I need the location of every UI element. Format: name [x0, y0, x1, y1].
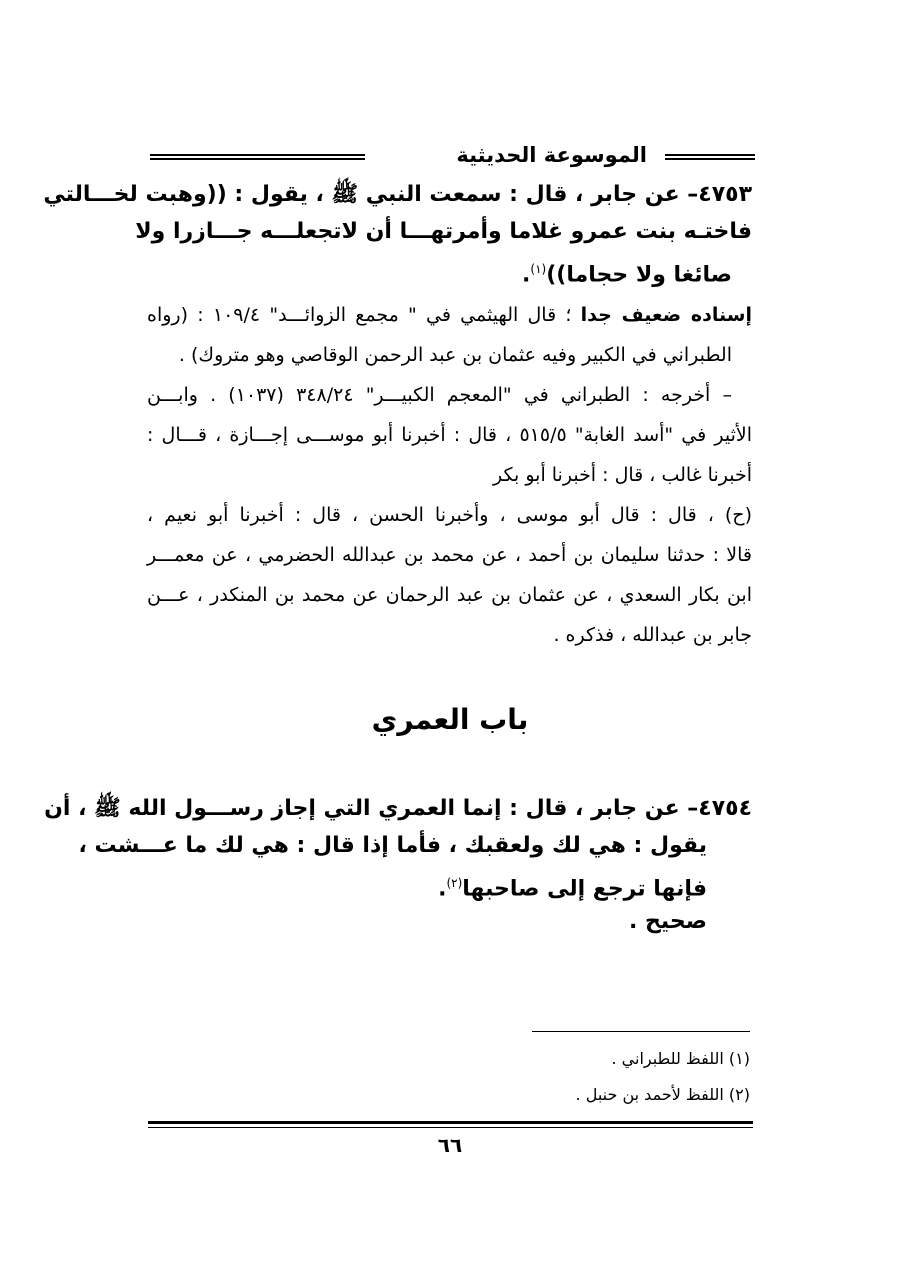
chapter-title: باب العمري	[371, 703, 529, 736]
hadith-4753-line-2: فاختـه بنت عمرو غلاما وأمرتهـــا أن لاتجعلـــه جـــازرا ولا	[135, 219, 752, 244]
header-rule-right	[665, 154, 755, 160]
footnote-ref-2: (٢)	[446, 876, 463, 890]
grade-weak: إسناده ضعيف جدا	[580, 304, 752, 326]
takhrij-line-3: – أخرجه : الطبراني في "المعجم الكبيـــر" ٣٤٨/٢٤ (١٠٣٧) . وابـــن	[147, 384, 732, 406]
hadith-4754-line-1: ٤٧٥٤– عن جابر ، قال : إنما العمري التي إجاز رســـول الله ﷺ ، أن	[44, 796, 752, 821]
footnote-2: (٢) اللفظ لأحمد بن حنبل .	[575, 1085, 750, 1104]
footnote-separator	[532, 1031, 750, 1032]
page-number: ٦٦	[437, 1133, 463, 1157]
header-title: الموسوعة الحديثية	[446, 140, 657, 170]
hadith-4753-line-1: ٤٧٥٣– عن جابر ، قال : سمعت النبي ﷺ ، يقول : ((وهبت لخـــالتي	[43, 182, 752, 207]
hadith-4753-line-3-text: صائغا ولا حجاما))	[546, 262, 732, 288]
takhrij-line-1	[147, 298, 752, 332]
footnote-ref-1: (١)	[530, 262, 547, 276]
footnote-1: (١) اللفظ للطبراني .	[611, 1049, 750, 1068]
takhrij-block	[147, 298, 752, 658]
takhrij-line-6: (ح) ، قال : قال أبو موسى ، وأخبرنا الحسن ، قال : أخبرنا أبو نعيم ،	[147, 504, 752, 526]
hadith-4753	[43, 178, 752, 288]
takhrij-line-9: جابر بن عبدالله ، فذكره .	[553, 624, 752, 646]
bottom-rule	[148, 1121, 753, 1128]
takhrij-line-7: قالا : حدثنا سليمان بن أحمد ، عن محمد بن عبدالله الحضرمي ، عن معمـــر	[147, 544, 752, 566]
header-rule-left	[150, 154, 365, 160]
takhrij-line-1-rest: ؛ قال الهيثمي في " مجمع الزوائـــد" ١٠٩/٤ : (رواه	[147, 304, 581, 326]
takhrij-line-5: أخبرنا غالب ، قال : أخبرنا أبو بكر	[493, 464, 752, 486]
hadith-4754	[44, 792, 752, 942]
hadith-4754-end: .	[438, 876, 447, 902]
running-header	[150, 140, 755, 172]
hadith-4753-end: .	[522, 262, 531, 288]
hadith-4753-line-3	[522, 252, 732, 286]
takhrij-line-2: الطبراني في الكبير وفيه عثمان بن عبد الرحمن الوقاصي وهو متروك) .	[178, 344, 732, 366]
hadith-4754-line-3	[438, 866, 707, 900]
hadith-4754-line-2: يقول : هي لك ولعقبك ، فأما إذا قال : هي لك ما عـــشت ،	[78, 833, 707, 858]
hadith-4754-line-3-text: فإنها ترجع إلى صاحبها	[462, 876, 707, 902]
grade-sahih: صحيح .	[629, 909, 707, 934]
takhrij-line-4: الأثير في "أسد الغابة" ٥١٥/٥ ، قال : أخبرنا أبو موســـى إجـــازة ، قـــال :	[147, 424, 752, 446]
takhrij-line-8: ابن بكار السعدي ، عن عثمان بن عبد الرحمان عن محمد بن المنكدر ، عـــن	[147, 584, 752, 606]
